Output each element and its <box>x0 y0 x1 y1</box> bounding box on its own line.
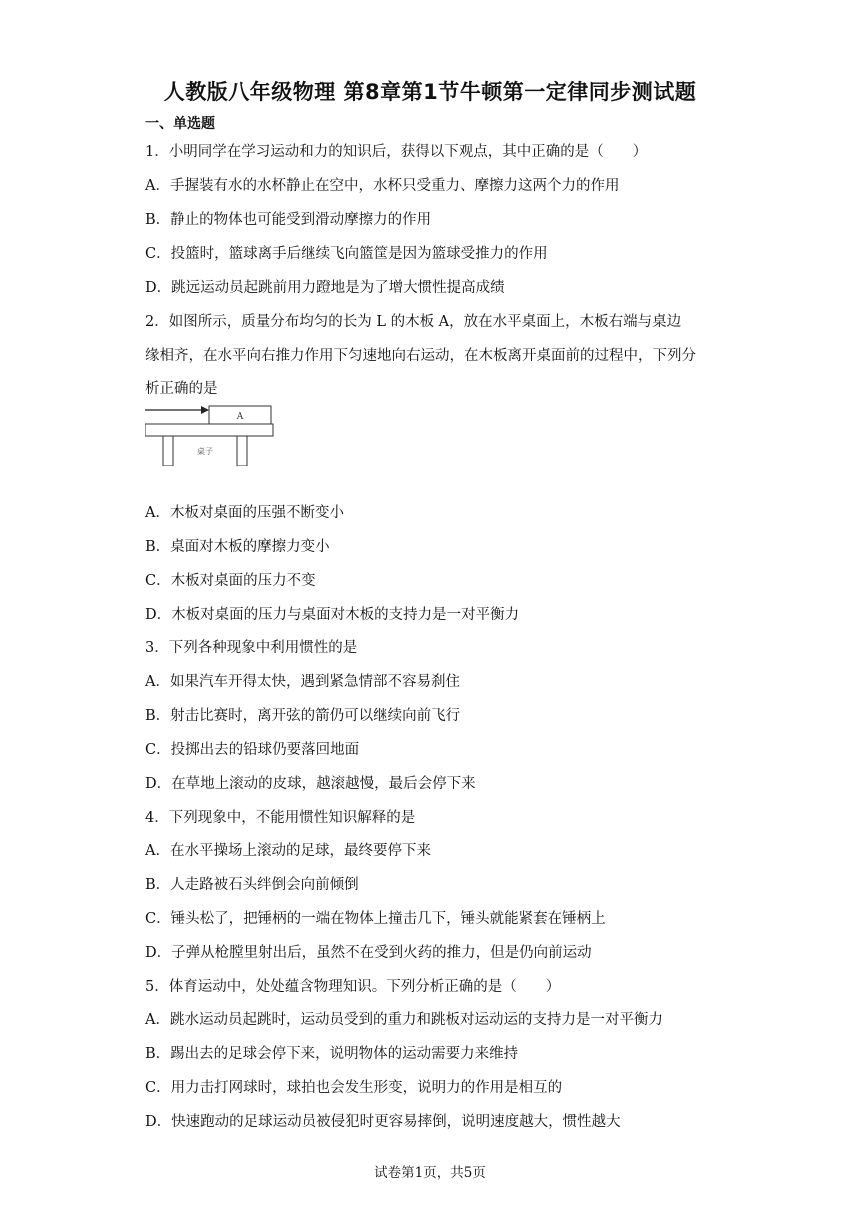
table-top <box>145 424 273 436</box>
q1-option-b: B．静止的物体也可能受到滑动摩擦力的作用 <box>145 212 432 228</box>
q4-option-a: A．在水平操场上滚动的足球，最终要停下来 <box>145 843 431 859</box>
q2-stem-line3: 析正确的是 <box>145 381 218 397</box>
table-label: 桌子 <box>197 447 213 456</box>
q1-option-d: D．跳远运动员起跳前用力蹬地是为了增大惯性提高成绩 <box>145 280 505 296</box>
q5-option-a: A．跳水运动员起跳时，运动员受到的重力和跳板对运动运的支持力是一对平衡力 <box>145 1012 663 1028</box>
page-footer: 试卷第1页，共5页 <box>374 1165 486 1181</box>
q5-option-c: C．用力击打网球时，球拍也会发生形变，说明力的作用是相互的 <box>145 1080 563 1096</box>
q5-stem: 5．体育运动中，处处蕴含物理知识。下列分析正确的是（ ） <box>145 979 561 995</box>
table-board-figure <box>145 404 275 466</box>
q2-option-a: A．木板对桌面的压强不断变小 <box>145 505 344 521</box>
table-leg-left <box>163 436 173 466</box>
q5-option-b: B．踢出去的足球会停下来，说明物体的运动需要力来维持 <box>145 1046 519 1062</box>
q5-option-d: D．快速跑动的足球运动员被侵犯时更容易摔倒，说明速度越大，惯性越大 <box>145 1114 621 1130</box>
q2-stem-line2: 缘相齐，在水平向右推力作用下匀速地向右运动，在木板离开桌面前的过程中，下列分 <box>145 348 696 364</box>
q3-option-d: D．在草地上滚动的皮球，越滚越慢，最后会停下来 <box>145 776 476 792</box>
q2-stem-line1: 2．如图所示，质量分布均匀的长为 L 的木板 A，放在水平桌面上，木板右端与桌边 <box>145 314 682 330</box>
q4-option-d: D．子弹从枪膛里射出后，虽然不在受到火药的推力，但是仍向前运动 <box>145 945 592 961</box>
q4-option-b: B．人走路被石头绊倒会向前倾倒 <box>145 877 359 893</box>
q2-option-d: D．木板对桌面的压力与桌面对木板的支持力是一对平衡力 <box>145 607 520 623</box>
q2-option-b: B．桌面对木板的摩擦力变小 <box>145 539 330 555</box>
q2-option-c: C．木板对桌面的压力不变 <box>145 573 316 589</box>
q4-option-c: C．锤头松了，把锤柄的一端在物体上撞击几下，锤头就能紧套在锤柄上 <box>145 911 606 927</box>
push-arrow-head <box>201 406 209 414</box>
q3-option-a: A．如果汽车开得太快，遇到紧急情部不容易刹住 <box>145 674 460 690</box>
q4-stem: 4．下列现象中，不能用惯性知识解释的是 <box>145 810 416 826</box>
q1-stem: 1．小明同学在学习运动和力的知识后，获得以下观点，其中正确的是（ ） <box>145 144 648 160</box>
section-heading: 一、单选题 <box>145 116 215 132</box>
board-label: A <box>236 412 244 422</box>
q1-option-a: A．手握装有水的水杯静止在空中，水杯只受重力、摩擦力这两个力的作用 <box>145 178 620 194</box>
q3-option-c: C．投掷出去的铅球仍要落回地面 <box>145 742 360 758</box>
q3-option-b: B．射击比赛时，离开弦的箭仍可以继续向前飞行 <box>145 708 461 724</box>
q3-stem: 3．下列各种现象中利用惯性的是 <box>145 640 358 656</box>
page-title: 人教版八年级物理 第8章第1节牛顿第一定律同步测试题 <box>163 80 697 104</box>
table-leg-right <box>237 436 247 466</box>
q1-option-c: C．投篮时，篮球离手后继续飞向篮筐是因为篮球受推力的作用 <box>145 246 548 262</box>
